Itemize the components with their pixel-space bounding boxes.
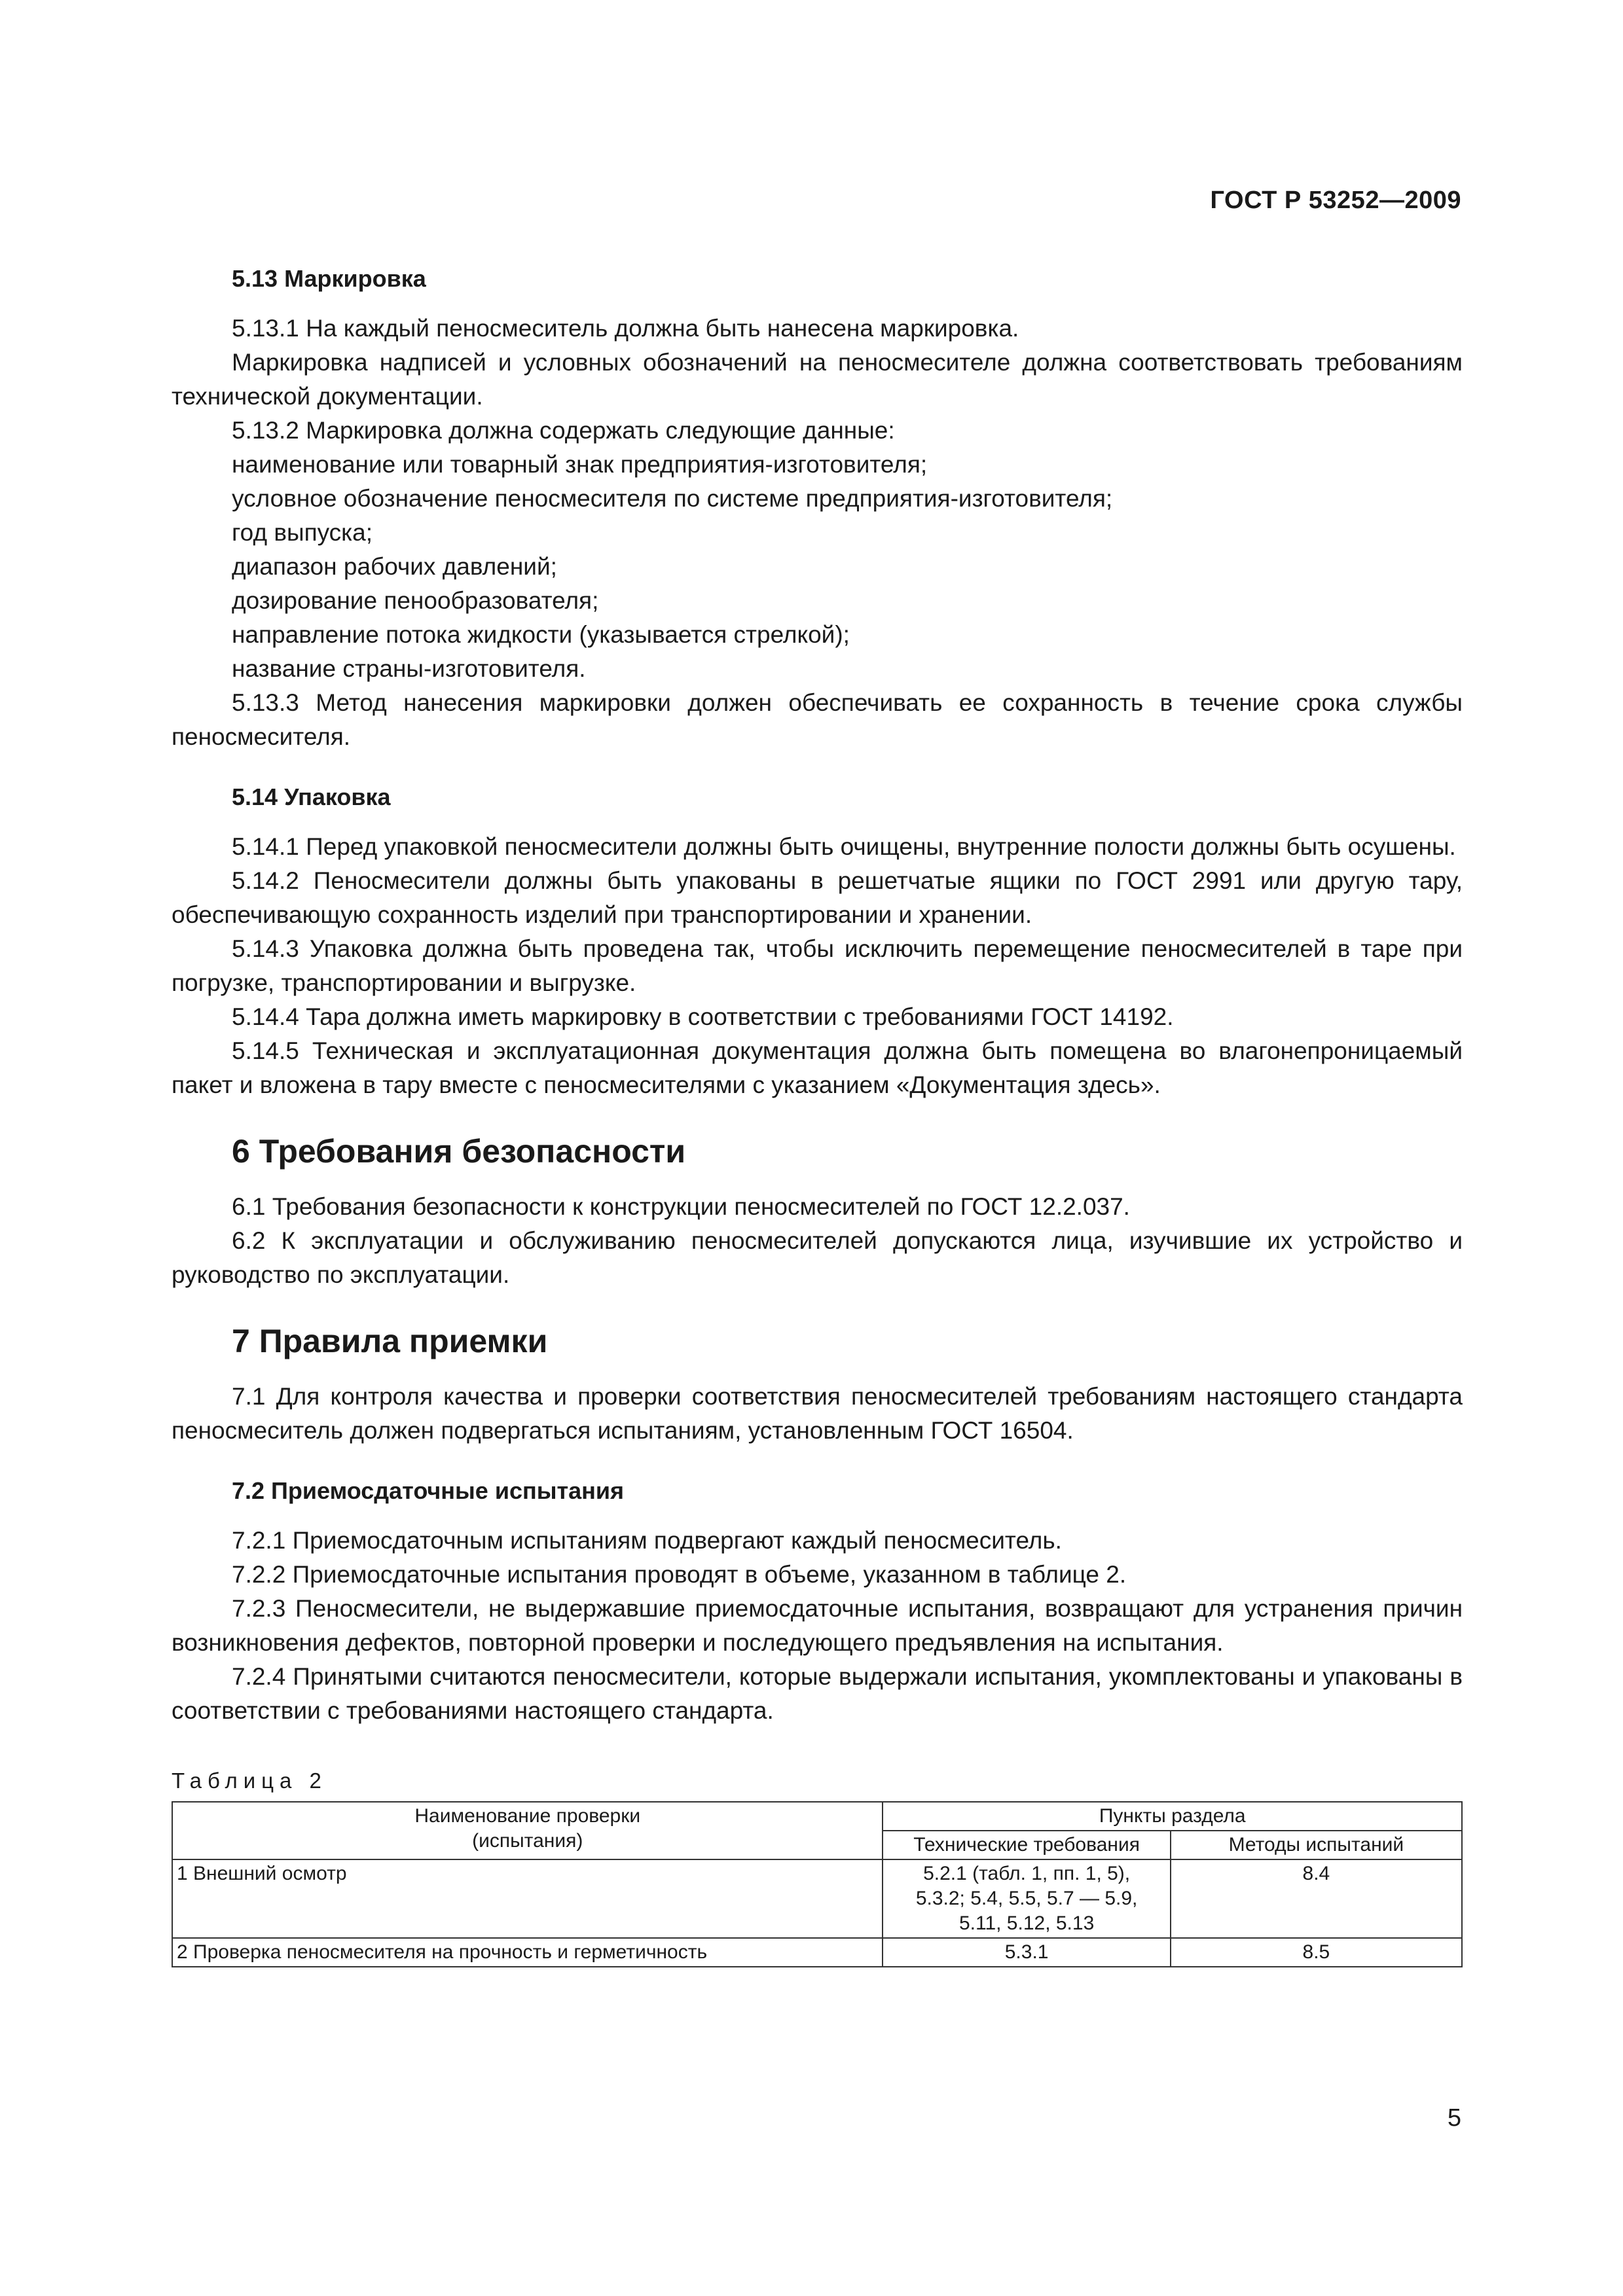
paragraph: 5.14.5 Техническая и эксплуатационная документация должна быть помещена во влагонепроницаемый пакет и вложена в тару вместе с пеносмесителями с указанием «Документация здесь». — [172, 1037, 1463, 1098]
section-title-7: 7 Правила приемки — [232, 1323, 548, 1359]
list-item: название страны-изготовителя. — [232, 655, 586, 682]
list-item: направление потока жидкости (указывается стрелкой); — [232, 621, 850, 648]
list-item: наименование или товарный знак предприятия-изготовителя; — [232, 451, 928, 478]
paragraph: 5.14.4 Тара должна иметь маркировку в соответствии с требованиями ГОСТ 14192. — [232, 1003, 1174, 1030]
table-cell-method: 8.5 — [1171, 1938, 1462, 1967]
section-title-5-13: 5.13 Маркировка — [232, 265, 426, 292]
paragraph: 7.2.2 Приемосдаточные испытания проводят в объеме, указанном в таблице 2. — [232, 1561, 1127, 1588]
section-title-6: 6 Требования безопасности — [232, 1133, 686, 1170]
table-cell-tech: 5.3.1 — [883, 1938, 1170, 1967]
table-header-methods: Методы испытаний — [1171, 1831, 1462, 1859]
paragraph: 6.2 К эксплуатации и обслуживанию пеносмесителей допускаются лица, изучившие их устройство и руководство по эксплуатации. — [172, 1227, 1463, 1288]
table-header-name — [172, 1802, 883, 1859]
table-2 — [172, 1801, 1463, 1967]
paragraph: 5.13.1 На каждый пеносмеситель должна быть нанесена маркировка. — [232, 315, 1019, 342]
paragraph: 5.13.2 Маркировка должна содержать следующие данные: — [232, 417, 895, 444]
list-item: дозирование пенообразователя; — [232, 587, 599, 614]
paragraph: 7.2.3 Пеносмесители, не выдержавшие приемосдаточные испытания, возвращают для устранения причин возникновения дефектов, повторной проверки и последующего предъявления на испытания. — [172, 1595, 1463, 1656]
table-cell-tech — [883, 1859, 1170, 1938]
paragraph: Маркировка надписей и условных обозначений на пеносмесителе должна соответствовать требованиям технической документации. — [172, 349, 1463, 410]
paragraph: 5.14.3 Упаковка должна быть проведена так, чтобы исключить перемещение пеносмесителей в таре при погрузке, транспортировании и выгрузке. — [172, 935, 1463, 996]
section-title-7-2: 7.2 Приемосдаточные испытания — [232, 1477, 624, 1504]
table-row — [172, 1938, 1462, 1967]
cell-line: 5.11, 5.12, 5.13 — [958, 1912, 1095, 1934]
table-caption: Таблица 2 — [172, 1768, 327, 1793]
table-cell-name: 1 Внешний осмотр — [172, 1859, 883, 1938]
paragraph: 6.1 Требования безопасности к конструкции пеносмесителей по ГОСТ 12.2.037. — [232, 1193, 1130, 1220]
document-code: ГОСТ Р 53252—2009 — [1210, 187, 1461, 214]
list-item: год выпуска; — [232, 519, 373, 546]
paragraph: 7.1 Для контроля качества и проверки соответствия пеносмесителей требованиям настоящего стандарта пеносмеситель должен подвергаться испытаниям, установленным ГОСТ 16504. — [172, 1383, 1463, 1444]
header-text: (испытания) — [472, 1830, 583, 1852]
table-cell-name: 2 Проверка пеносмесителя на прочность и герметичность — [172, 1938, 883, 1967]
list-item: диапазон рабочих давлений; — [232, 553, 557, 580]
table-cell-method: 8.4 — [1171, 1859, 1462, 1938]
page-number: 5 — [1447, 2104, 1461, 2132]
page-content — [172, 262, 1463, 1967]
paragraph: 5.14.1 Перед упаковкой пеносмесители должны быть очищены, внутренние полости должны быть осушены. — [232, 833, 1456, 860]
paragraph: 5.14.2 Пеносмесители должны быть упакованы в решетчатые ящики по ГОСТ 2991 или другую тару, обеспечивающую сохранность изделий при транспортировании и хранении. — [172, 867, 1463, 928]
header-text: Наименование проверки — [414, 1805, 641, 1827]
paragraph: 7.2.4 Принятыми считаются пеносмесители, которые выдержали испытания, укомплектованы и упакованы в соответствии с требованиями настоящего стандарта. — [172, 1663, 1463, 1724]
section-title-5-14: 5.14 Упаковка — [232, 783, 391, 810]
table-header-tech: Технические требования — [883, 1831, 1170, 1859]
list-item: условное обозначение пеносмесителя по системе предприятия-изготовителя; — [232, 485, 1113, 512]
cell-line: 5.3.2; 5.4, 5.5, 5.7 — 5.9, — [915, 1888, 1138, 1909]
table-row — [172, 1859, 1462, 1938]
paragraph: 5.13.3 Метод нанесения маркировки должен обеспечивать ее сохранность в течение срока службы пеносмесителя. — [172, 689, 1463, 750]
table-header-group: Пункты раздела — [883, 1802, 1462, 1831]
table-header-row — [172, 1802, 1462, 1831]
cell-line: 5.2.1 (табл. 1, пп. 1, 5), — [923, 1863, 1131, 1884]
paragraph: 7.2.1 Приемосдаточным испытаниям подвергают каждый пеносмеситель. — [232, 1527, 1062, 1554]
